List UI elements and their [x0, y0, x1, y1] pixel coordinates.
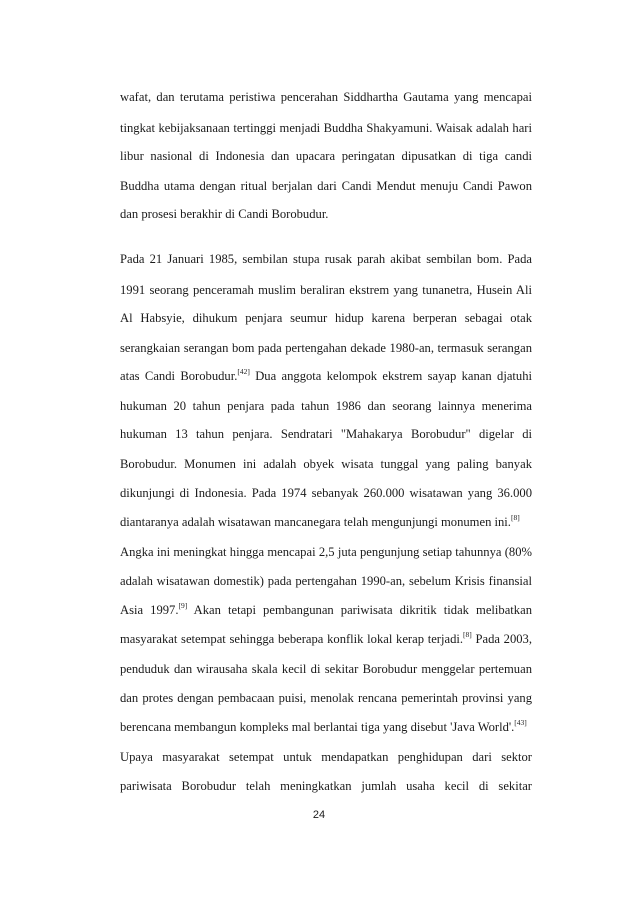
text-segment: masyarakat setempat sehingga beberapa konflik lokal kerap terjadi.	[120, 632, 464, 646]
citation-superscript[interactable]: [9]	[178, 600, 188, 610]
text-segment: tingkat kebijaksanaan tertinggi menjadi Buddha Shakyamuni. Waisak adalah hari	[120, 121, 532, 135]
text-line	[120, 778, 532, 794]
text-segment: Pada 2003,	[471, 632, 532, 646]
text-line	[120, 282, 532, 298]
text-line	[120, 456, 532, 472]
text-line	[120, 573, 532, 589]
text-line	[120, 485, 532, 501]
citation-superscript[interactable]: [43]	[514, 717, 527, 727]
text-line	[120, 368, 532, 384]
text-line	[120, 178, 532, 194]
text-segment: adalah wisatawan domestik) pada pertengahan 1990-an, sebelum Krisis finansial	[120, 574, 532, 588]
text-segment: wafat, dan terutama peristiwa pencerahan Siddhartha Gautama yang mencapai	[120, 90, 532, 104]
citation-superscript[interactable]: [8]	[463, 629, 472, 639]
text-segment: Angka ini meningkat hingga mencapai 2,5 juta pengunjung setiap tahunnya (80%	[120, 545, 532, 559]
text-segment: Dua anggota kelompok ekstrem sayap kanan djatuhi	[249, 369, 533, 383]
text-segment: Al Habsyie, dihukum penjara seumur hidup karena berperan sebagai otak	[120, 311, 532, 325]
text-line	[120, 89, 532, 105]
text-segment: serangkaian serangan bom pada pertengahan dekade 1980-an, termasuk serangan	[120, 341, 532, 355]
text-line	[120, 690, 532, 706]
text-line	[120, 602, 532, 618]
text-line	[120, 514, 532, 530]
text-segment: diantaranya adalah wisatawan mancanegara telah mengunjungi monumen ini.	[120, 515, 511, 529]
page-number: 24	[312, 809, 326, 821]
text-line	[120, 398, 532, 414]
text-line	[120, 310, 532, 326]
text-segment: penduduk dan wirausaha skala kecil di sekitar Borobudur menggelar pertemuan	[120, 662, 532, 676]
text-line	[120, 251, 532, 267]
text-line	[120, 206, 532, 222]
citation-superscript[interactable]: [42]	[237, 366, 250, 376]
text-line	[120, 661, 532, 677]
text-segment: Buddha utama dengan ritual berjalan dari Candi Mendut menuju Candi Pawon	[120, 179, 532, 193]
text-segment: Borobudur. Monumen ini adalah obyek wisata tunggal yang paling banyak	[120, 457, 532, 471]
text-line	[120, 749, 532, 765]
text-segment: hukuman 13 tahun penjara. Sendratari "Mahakarya Borobudur" digelar di	[120, 427, 532, 441]
text-segment: 1991 seorang penceramah muslim beraliran ekstrem yang tunanetra, Husein Ali	[120, 283, 532, 297]
text-segment: dan protes dengan pembacaan puisi, menolak rencana pemerintah provinsi yang	[120, 691, 532, 705]
text-segment: hukuman 20 tahun penjara pada tahun 1986 dan seorang lainnya menerima	[120, 399, 532, 413]
text-line	[120, 426, 532, 442]
text-line	[120, 719, 532, 735]
text-segment: berencana membangun kompleks mal berlantai tiga yang disebut 'Java World'.	[120, 720, 515, 734]
text-segment: Akan tetapi pembangunan pariwisata dikritik tidak melibatkan	[187, 603, 532, 617]
text-segment: Upaya masyarakat setempat untuk mendapatkan penghidupan dari sektor	[120, 750, 532, 764]
text-segment: atas Candi Borobudur.	[120, 369, 238, 383]
text-line	[120, 340, 532, 356]
text-line	[120, 148, 532, 164]
text-line	[120, 120, 532, 136]
text-segment: Asia 1997.	[120, 603, 179, 617]
text-segment: dan prosesi berakhir di Candi Borobudur.	[120, 207, 329, 221]
text-segment: libur nasional di Indonesia dan upacara peringatan dipusatkan di tiga candi	[120, 149, 532, 163]
text-line	[120, 544, 532, 560]
text-line	[120, 631, 532, 647]
citation-superscript[interactable]: [8]	[510, 512, 520, 522]
text-segment: dikunjungi di Indonesia. Pada 1974 sebanyak 260.000 wisatawan yang 36.000	[120, 486, 532, 500]
text-segment: Pada 21 Januari 1985, sembilan stupa rusak parah akibat sembilan bom. Pada	[120, 252, 532, 266]
text-segment: pariwisata Borobudur telah meningkatkan jumlah usaha kecil di sekitar	[120, 779, 532, 793]
